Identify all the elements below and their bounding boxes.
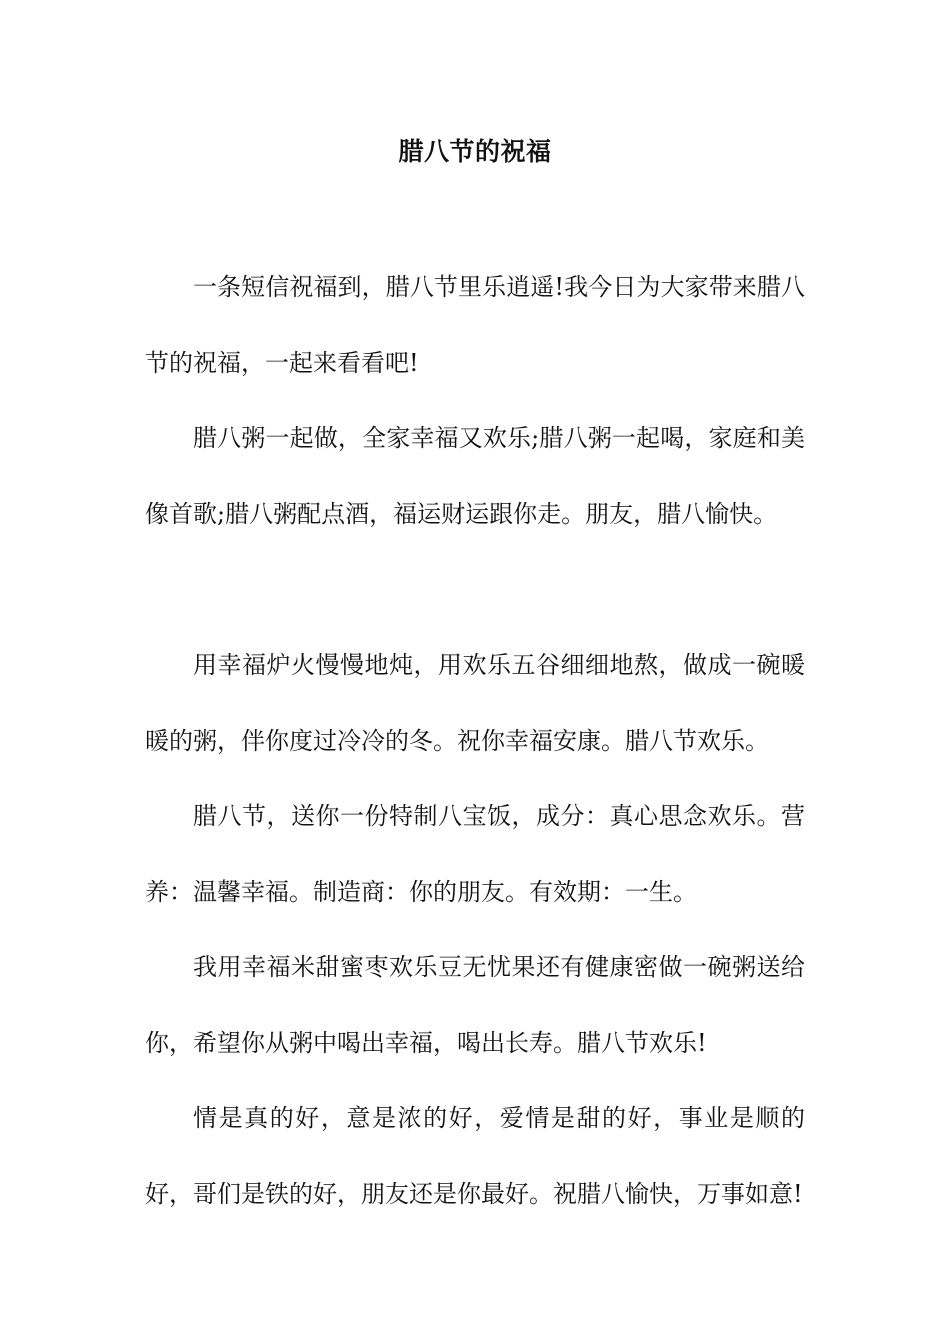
paragraph-2: 腊八粥一起做，全家幸福又欢乐;腊八粥一起喝，家庭和美像首歌;腊八粥配点酒，福运财运跟你走。朋友，腊八愉快。 (145, 424, 805, 528)
paragraph-gap (145, 552, 805, 628)
paragraph-4: 腊八节，送你一份特制八宝饭，成分：真心思念欢乐。营养：温馨幸福。制造商：你的朋友。有效期：一生。 (145, 802, 805, 906)
paragraph-3: 用幸福炉火慢慢地炖，用欢乐五谷细细地熬，做成一碗暖暖的粥，伴你度过冷冷的冬。祝你幸福安康。腊八节欢乐。 (145, 651, 805, 755)
document-body (145, 250, 805, 1232)
paragraph-6: 情是真的好，意是浓的好，爱情是甜的好，事业是顺的好，哥们是铁的好，朋友还是你最好。祝腊八愉快，万事如意! (145, 1104, 805, 1208)
paragraph-1: 一条短信祝福到，腊八节里乐逍遥!我今日为大家带来腊八节的祝福，一起来看看吧! (145, 273, 805, 377)
paragraph-5: 我用幸福米甜蜜枣欢乐豆无忧果还有健康密做一碗粥送给你，希望你从粥中喝出幸福，喝出长寿。腊八节欢乐! (145, 953, 805, 1057)
document-title: 腊八节的祝福 (398, 137, 552, 166)
